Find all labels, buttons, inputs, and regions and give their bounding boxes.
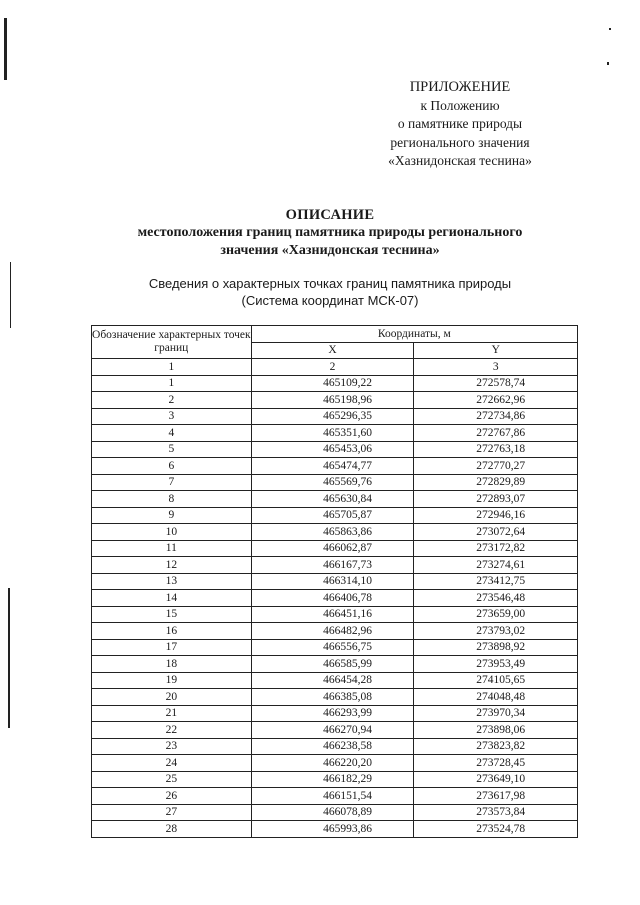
x-coordinate: 466482,96 xyxy=(251,623,414,640)
appendix-block xyxy=(360,78,560,171)
document-title xyxy=(100,206,560,260)
y-coordinate: 273412,75 xyxy=(414,573,578,590)
x-coordinate: 466385,08 xyxy=(251,689,414,706)
x-coordinate: 466293,99 xyxy=(251,705,414,722)
x-coordinate: 466062,87 xyxy=(251,540,414,557)
table-row xyxy=(92,672,578,689)
x-coordinate: 466556,75 xyxy=(251,639,414,656)
y-coordinate: 272578,74 xyxy=(414,375,578,392)
x-coordinate: 466220,20 xyxy=(251,755,414,772)
caption-line-2: (Система координат МСК-07) xyxy=(241,293,419,308)
scan-dot-top-right xyxy=(609,28,611,30)
y-header: Y xyxy=(414,342,578,359)
caption-line-1: Сведения о характерных точках границ памятника природы xyxy=(148,276,512,291)
x-coordinate: 465296,35 xyxy=(251,408,414,425)
table-row xyxy=(92,656,578,673)
y-coordinate: 273659,00 xyxy=(414,606,578,623)
table-row xyxy=(92,722,578,739)
table-row xyxy=(92,507,578,524)
x-coordinate: 465630,84 xyxy=(251,491,414,508)
table-row xyxy=(92,392,578,409)
point-number: 15 xyxy=(92,606,252,623)
point-number: 13 xyxy=(92,573,252,590)
point-number: 20 xyxy=(92,689,252,706)
point-number: 23 xyxy=(92,738,252,755)
x-coordinate: 465109,22 xyxy=(251,375,414,392)
x-coordinate: 466182,29 xyxy=(251,771,414,788)
x-coordinate: 466151,54 xyxy=(251,788,414,805)
column-index-3: 3 xyxy=(414,359,578,376)
x-coordinate: 465474,77 xyxy=(251,458,414,475)
point-number: 2 xyxy=(92,392,252,409)
table-row xyxy=(92,705,578,722)
x-coordinate: 466078,89 xyxy=(251,804,414,821)
point-number: 16 xyxy=(92,623,252,640)
point-number: 18 xyxy=(92,656,252,673)
y-coordinate: 273573,84 xyxy=(414,804,578,821)
table-row xyxy=(92,590,578,607)
y-coordinate: 273617,98 xyxy=(414,788,578,805)
point-number: 7 xyxy=(92,474,252,491)
scan-edge-mark-bottom xyxy=(8,588,10,728)
y-coordinate: 272767,86 xyxy=(414,425,578,442)
point-number: 21 xyxy=(92,705,252,722)
table-row xyxy=(92,441,578,458)
table-row xyxy=(92,771,578,788)
table-row xyxy=(92,458,578,475)
table-row xyxy=(92,425,578,442)
table-row xyxy=(92,606,578,623)
title-line-2: значения «Хазнидонская теснина» xyxy=(220,243,440,258)
x-coordinate: 466585,99 xyxy=(251,656,414,673)
table-row xyxy=(92,491,578,508)
title-line-1: местоположения границ памятника природы регионального xyxy=(137,225,523,240)
table-row xyxy=(92,788,578,805)
coordinates-header: Координаты, м xyxy=(251,326,577,343)
point-number: 6 xyxy=(92,458,252,475)
title-main: ОПИСАНИЕ xyxy=(285,207,375,223)
table-row xyxy=(92,804,578,821)
y-coordinate: 273898,92 xyxy=(414,639,578,656)
table-row xyxy=(92,524,578,541)
point-number: 26 xyxy=(92,788,252,805)
appendix-line-1: к Положению xyxy=(420,97,500,113)
x-coordinate: 466270,94 xyxy=(251,722,414,739)
y-coordinate: 272662,96 xyxy=(414,392,578,409)
table-row xyxy=(92,573,578,590)
column-index-1: 1 xyxy=(92,359,252,376)
scan-edge-mark-middle xyxy=(10,262,11,328)
x-coordinate: 466314,10 xyxy=(251,573,414,590)
y-coordinate: 272734,86 xyxy=(414,408,578,425)
y-coordinate: 272763,18 xyxy=(414,441,578,458)
point-number: 10 xyxy=(92,524,252,541)
x-coordinate: 465569,76 xyxy=(251,474,414,491)
point-number: 11 xyxy=(92,540,252,557)
table-row xyxy=(92,821,578,838)
y-coordinate: 274105,65 xyxy=(414,672,578,689)
x-coordinate: 465198,96 xyxy=(251,392,414,409)
point-id-header: Обозначение характерных точек границ xyxy=(92,326,252,359)
table-caption xyxy=(110,275,550,309)
appendix-heading: ПРИЛОЖЕНИЕ xyxy=(409,79,511,95)
y-coordinate: 273970,34 xyxy=(414,705,578,722)
x-coordinate: 465351,60 xyxy=(251,425,414,442)
y-coordinate: 273072,64 xyxy=(414,524,578,541)
x-coordinate: 465705,87 xyxy=(251,507,414,524)
x-coordinate: 466238,58 xyxy=(251,738,414,755)
table-row xyxy=(92,623,578,640)
table-row xyxy=(92,738,578,755)
scan-dot-right xyxy=(607,62,609,65)
y-coordinate: 272770,27 xyxy=(414,458,578,475)
point-number: 28 xyxy=(92,821,252,838)
point-number: 3 xyxy=(92,408,252,425)
column-index-2: 2 xyxy=(251,359,414,376)
y-coordinate: 273524,78 xyxy=(414,821,578,838)
appendix-line-3: регионального значения xyxy=(390,134,530,150)
x-coordinate: 466167,73 xyxy=(251,557,414,574)
point-number: 8 xyxy=(92,491,252,508)
x-coordinate: 466454,28 xyxy=(251,672,414,689)
table-row xyxy=(92,689,578,706)
point-number: 14 xyxy=(92,590,252,607)
table-row xyxy=(92,755,578,772)
y-coordinate: 274048,48 xyxy=(414,689,578,706)
x-coordinate: 466451,16 xyxy=(251,606,414,623)
coordinates-table xyxy=(91,325,578,838)
table-row xyxy=(92,540,578,557)
table-row xyxy=(92,639,578,656)
point-number: 22 xyxy=(92,722,252,739)
point-number: 24 xyxy=(92,755,252,772)
x-header: X xyxy=(251,342,414,359)
y-coordinate: 273274,61 xyxy=(414,557,578,574)
y-coordinate: 272829,89 xyxy=(414,474,578,491)
appendix-line-2: о памятнике природы xyxy=(397,116,523,131)
y-coordinate: 273172,82 xyxy=(414,540,578,557)
x-coordinate: 465453,06 xyxy=(251,441,414,458)
table-row xyxy=(92,474,578,491)
point-number: 9 xyxy=(92,507,252,524)
y-coordinate: 273898,06 xyxy=(414,722,578,739)
scan-edge-mark-top xyxy=(4,18,7,80)
point-number: 17 xyxy=(92,639,252,656)
point-number: 1 xyxy=(92,375,252,392)
point-number: 19 xyxy=(92,672,252,689)
y-coordinate: 272893,07 xyxy=(414,491,578,508)
x-coordinate: 466406,78 xyxy=(251,590,414,607)
appendix-line-4: «Хазнидонская теснина» xyxy=(388,153,532,168)
table-row xyxy=(92,557,578,574)
point-number: 25 xyxy=(92,771,252,788)
y-coordinate: 272946,16 xyxy=(414,507,578,524)
x-coordinate: 465863,86 xyxy=(251,524,414,541)
y-coordinate: 273793,02 xyxy=(414,623,578,640)
x-coordinate: 465993,86 xyxy=(251,821,414,838)
y-coordinate: 273728,45 xyxy=(414,755,578,772)
table-row xyxy=(92,375,578,392)
table-row xyxy=(92,408,578,425)
point-number: 12 xyxy=(92,557,252,574)
y-coordinate: 273953,49 xyxy=(414,656,578,673)
point-number: 5 xyxy=(92,441,252,458)
point-number: 27 xyxy=(92,804,252,821)
point-number: 4 xyxy=(92,425,252,442)
y-coordinate: 273649,10 xyxy=(414,771,578,788)
coordinates-table-body xyxy=(92,375,578,837)
y-coordinate: 273546,48 xyxy=(414,590,578,607)
y-coordinate: 273823,82 xyxy=(414,738,578,755)
